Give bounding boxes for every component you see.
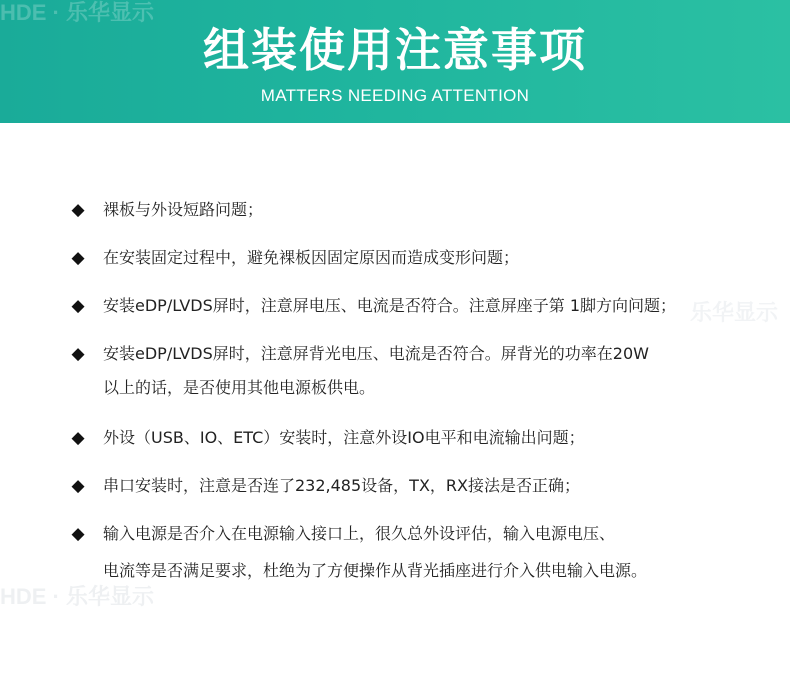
- header-banner: [0, 0, 790, 123]
- watermark-logo: HDE · 乐华显示: [0, 0, 155, 25]
- watermark-logo-bottom: HDE · 乐华显示: [0, 584, 155, 609]
- note-text: 安装eDP/LVDS屏时，注意屏电压、电流是否符合。注意屏座子第 1脚方向问题；: [103, 296, 677, 315]
- diamond-bullet-icon: ◆: [71, 524, 85, 544]
- page-subtitle: MATTERS NEEDING ATTENTION: [260, 86, 530, 105]
- diamond-bullet-icon: ◆: [71, 476, 85, 496]
- diamond-bullet-icon: ◆: [71, 248, 85, 268]
- note-text: 外设（USB、IO、ETC）安装时，注意外设IO电平和电流输出问题；: [103, 428, 585, 447]
- diamond-bullet-icon: ◆: [71, 344, 85, 364]
- note-text: 裸板与外设短路问题；: [103, 200, 264, 219]
- note-text: 安装eDP/LVDS屏时，注意屏背光电压、电流是否符合。屏背光的功率在20W: [103, 344, 649, 363]
- note-text: 串口安装时，注意是否连了232,485设备，TX，RX接法是否正确；: [103, 476, 580, 495]
- note-text-continued: 以上的话，是否使用其他电源板供电。: [103, 378, 376, 397]
- page-title: 组装使用注意事项: [203, 23, 587, 77]
- note-text: 输入电源是否介入在电源输入接口上，很久总外设评估，输入电源电压、: [103, 524, 616, 543]
- note-text-continued: 电流等是否满足要求，杜绝为了方便操作从背光插座进行介入供电输入电源。: [103, 561, 648, 580]
- diamond-bullet-icon: ◆: [71, 200, 85, 220]
- watermark-logo-middle: 乐华显示: [690, 300, 779, 325]
- diamond-bullet-icon: ◆: [71, 296, 85, 316]
- note-text: 在安装固定过程中，避免裸板因固定原因而造成变形问题；: [103, 248, 520, 267]
- diamond-bullet-icon: ◆: [71, 428, 85, 448]
